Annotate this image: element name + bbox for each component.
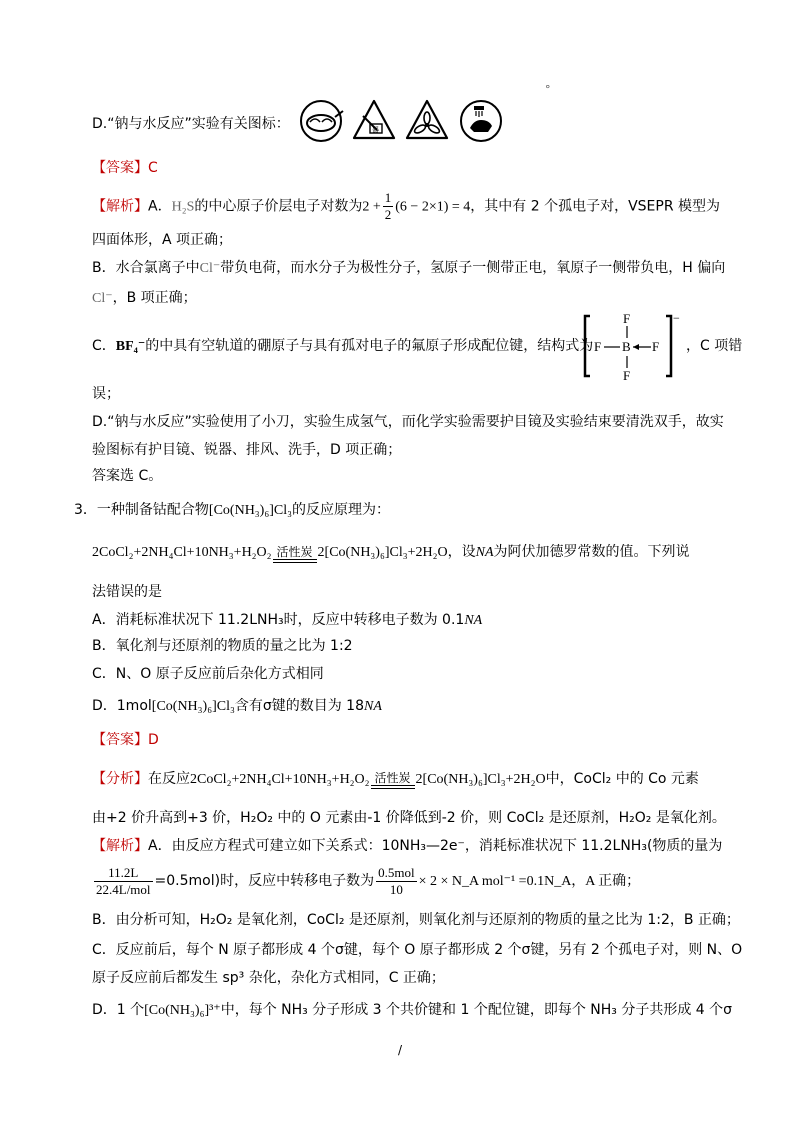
chloride-ion: Cl⁻ xyxy=(199,261,221,276)
jiexi2-a-line1: 【解析】A．由反应方程式可建立如下关系式：10NH₃—2e⁻，消耗标准状况下 11.2LNH₃(物质的量为 xyxy=(92,838,723,854)
equation-left: 2CoCl₂+2NH₄Cl+10NH₃+H₂O₂ xyxy=(92,545,272,560)
analysis1-a-mid: 的中心原子价层电子对数为 xyxy=(194,198,363,215)
catalyst-condition: 活性炭 xyxy=(273,546,317,567)
goggles-icon xyxy=(301,101,343,141)
analysis1-c-post: ，C 项错 xyxy=(686,338,743,354)
question3-equation-line: 2CoCl₂+2NH₄Cl+10NH₃+H₂O₂ 活性炭 2[Co(NH₃)₆]Cl₃+2H₂O，设NA为阿伏加德罗常数的值。下列说 xyxy=(92,538,690,567)
analysis1-label: 【解析】 xyxy=(92,198,148,215)
h2s-formula: H₂S xyxy=(171,199,195,215)
charge-sign: − xyxy=(673,311,680,325)
fenxi-line1: 【分析】在反应2CoCl₂+2NH₄Cl+10NH₃+H₂O₂ 活性炭 2[Co(NH₃)₆]Cl₃+2H₂O中，CoCl₂ 中的 Co 元素 xyxy=(92,771,699,787)
jiexi2-c-line1: C．反应前后，每个 N 原子都形成 4 个σ键，每个 O 原子都形成 2 个σ键，另有 2 个孤电子对，则 N、O xyxy=(92,942,743,958)
ventilation-icon xyxy=(407,101,447,138)
page-number: / xyxy=(398,1043,403,1057)
cobalt-complex: [Co(NH₃)₆]Cl₃ xyxy=(208,503,292,518)
safety-icons xyxy=(298,98,508,148)
svg-text:器: 器 xyxy=(372,126,379,134)
expr-tail: (6 − 2×1) = 4 xyxy=(395,199,471,215)
cobalt-ion: [Co(NH₃)₆]³⁺ xyxy=(144,1003,221,1018)
fluorine-left: F xyxy=(594,339,602,354)
analysis1-a-prefix: A． xyxy=(148,198,172,215)
jiexi2-label: 【解析】 xyxy=(92,838,148,854)
electron-ratio-fraction: $\frac{\text{0.5mol}}{10}$ xyxy=(378,864,415,897)
fenxi-line2: 由+2 价升高到+3 价，H₂O₂ 中的 O 元素由-1 价降低到-2 价，则 CoCl₂ 是还原剂，H₂O₂ 是氧化剂。 xyxy=(92,810,726,826)
jiexi2-d-line1: D．1 个[Co(NH₃)₆]³⁺中，每个 NH₃ 分子形成 3 个共价键和 1 个配位键，即每个 NH₃ 分子共形成 4 个σ xyxy=(92,1002,733,1018)
analysis1-d-line1: D.“钠与水反应”实验使用了小刀，实验生成氢气，而化学实验需要护目镜及实验结束要清洗双手，故实 xyxy=(92,414,724,430)
answer2-value: D xyxy=(148,732,159,748)
molar-volume-fraction: $\frac{11.2L}{\text{22.4L/mol}}$ xyxy=(96,864,151,897)
analysis1-c-line1: C．BF₄⁻的中具有空轨道的硼原子与具有孤对电子的氟原子形成配位键，结构式为 xyxy=(92,338,594,354)
fluorine-bottom: F xyxy=(623,368,631,382)
question3-option-c: C．N、O 原子反应前后杂化方式相同 xyxy=(92,666,324,682)
avogadro-symbol: NA xyxy=(475,545,494,560)
analysis1-c-line2: 误； xyxy=(92,386,120,402)
answer1-label: 【答案】 xyxy=(92,160,148,176)
question3-option-a: A．消耗标准状况下 11.2LNH₃时，反应中转移电子数为 0.1NA xyxy=(92,612,483,628)
question3-option-d: D．1mol[Co(NH₃)₆]Cl₃含有σ键的数目为 18NA xyxy=(92,698,382,714)
sharp-object-icon xyxy=(354,101,394,138)
bf4-structure xyxy=(583,310,683,382)
fluorine-top: F xyxy=(623,311,631,326)
question3-stem: 3．一种制备钴配合物[Co(NH₃)₆]Cl₃的反应原理为： xyxy=(74,502,390,518)
boron-center: B xyxy=(622,339,631,354)
question3-number: 3． xyxy=(74,502,97,518)
analysis1-a-line1 xyxy=(92,190,720,223)
analysis1-conclusion: 答案选 C。 xyxy=(92,468,163,484)
answer1 xyxy=(92,158,158,178)
question3-line3: 法错误的是 xyxy=(92,584,162,600)
handwash-icon xyxy=(461,101,501,141)
analysis1-d-line2: 验图标有护目镜、锐器、排风、洗手，D 项正确； xyxy=(92,442,402,458)
analysis1-b-line2: Cl⁻，B 项正确； xyxy=(92,290,197,306)
analysis1-a-post: ，其中有 2 个孤电子对，VSEPR 模型为 xyxy=(470,198,721,215)
header-mark: ° xyxy=(545,83,551,96)
jiexi2-a-line2: $\frac{11.2L}{\text{22.4L/mol}}$ =0.5mol)时，反应中转移电子数为 $\frac{\text{0.5mol}}{10}$ × 2 × N_A mol⁻¹ =0.1N_A，A 正确； xyxy=(96,864,641,897)
analysis1-a-line2: 四面体形，A 项正确； xyxy=(92,232,233,248)
one-half-fraction: $\frac{1}{2}$ xyxy=(384,190,392,222)
question3-option-b: B．氧化剂与还原剂的物质的量之比为 1:2 xyxy=(92,638,353,654)
equation-right: 2[Co(NH₃)₆]Cl₃+2H₂O xyxy=(317,545,448,560)
analysis1-b-line1: B．水合氯离子中Cl⁻带负电荷，而水分子为极性分子，氢原子一侧带正电，氧原子一侧带负电，H 偏向 xyxy=(92,260,726,276)
jiexi2-b: B．由分析可知，H₂O₂ 是氧化剂，CoCl₂ 是还原剂，则氧化剂与还原剂的物质的量之比为 1:2，B 正确； xyxy=(92,912,740,928)
question2-option-d: D.“钠与水反应”实验有关图标： xyxy=(92,116,290,132)
bf4-formula: BF₄⁻ xyxy=(115,339,146,354)
answer1-value: C xyxy=(148,160,158,176)
answer2: 【答案】D xyxy=(92,732,159,748)
expr-head: 2 + xyxy=(362,199,381,215)
jiexi2-c-line2: 原子反应前后都发生 sp³ 杂化，杂化方式相同，C 正确； xyxy=(92,970,445,986)
fluorine-right: F xyxy=(652,339,660,354)
fenxi-label: 【分析】 xyxy=(92,771,148,787)
